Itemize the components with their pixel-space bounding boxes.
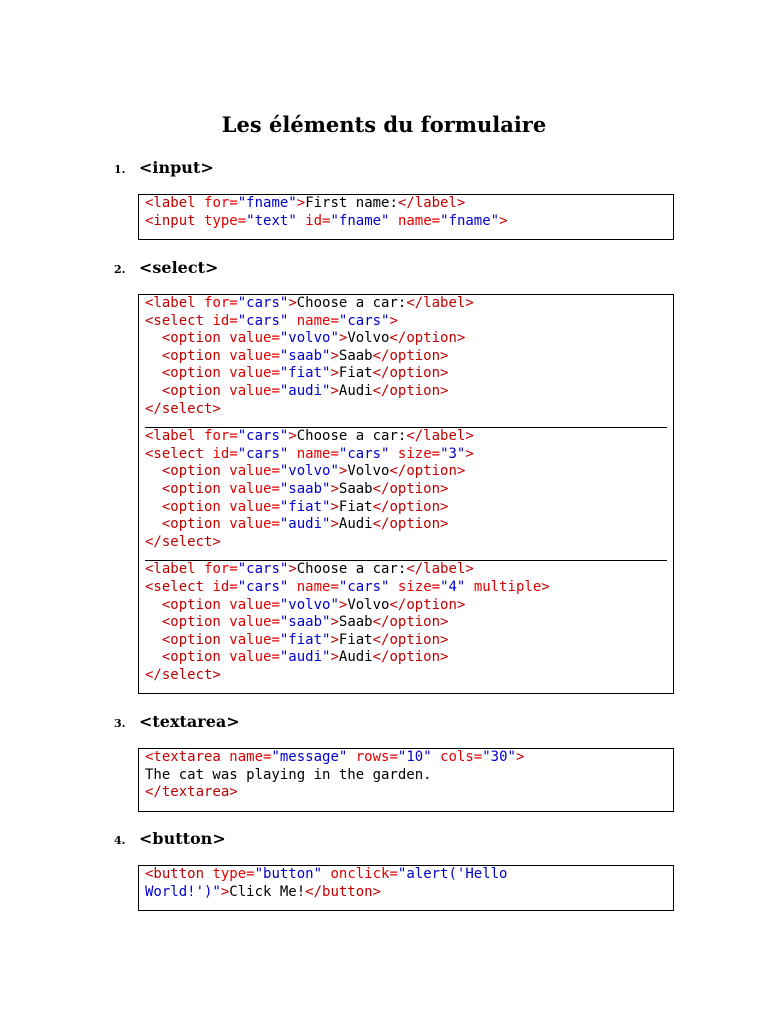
code-token: > (330, 347, 339, 364)
code-token: value= (229, 649, 280, 666)
code-token: type= (204, 212, 247, 229)
code-token: </option> (372, 631, 449, 648)
code-token: Click Me! (229, 883, 306, 900)
code-token: > (288, 428, 297, 445)
code-token: id= (212, 445, 238, 462)
code-line (145, 313, 667, 331)
code-token: <option (161, 463, 230, 480)
code-token: value= (229, 480, 280, 497)
code-token: "fname" (330, 212, 390, 229)
code-box (138, 865, 674, 911)
code-token: </label> (406, 295, 474, 311)
code-line (145, 295, 667, 313)
code-line (145, 667, 667, 685)
code-token: value= (229, 365, 280, 382)
code-token: Saab (338, 347, 373, 364)
code-line (145, 330, 667, 348)
code-token: size= (397, 578, 441, 595)
code-token (145, 516, 162, 532)
code-token: <option (161, 330, 230, 347)
code-token: > (296, 195, 306, 211)
code-token: "audi" (279, 649, 331, 666)
code-token (465, 579, 473, 595)
code-token: > (330, 382, 339, 399)
code-token (288, 313, 296, 329)
code-token: > (465, 445, 474, 462)
code-token: "fiat" (279, 631, 331, 648)
code-token: <label (145, 295, 205, 311)
section-title: <button> (139, 829, 226, 848)
code-line (145, 401, 667, 419)
code-token: id= (305, 212, 331, 229)
code-token: size= (397, 445, 441, 462)
code-token: <option (161, 614, 230, 631)
code-token (145, 614, 162, 630)
code-token: "audi" (279, 382, 331, 399)
code-token: </option> (372, 649, 449, 666)
code-box (138, 294, 674, 694)
code-token: onclick= (330, 866, 398, 882)
code-token: Audi (338, 516, 373, 533)
code-token (389, 579, 397, 595)
code-token: <option (161, 498, 230, 515)
code-line (145, 649, 667, 667)
code-token: "cars" (237, 561, 289, 578)
code-line (145, 534, 667, 552)
code-line (145, 579, 667, 597)
code-token: <button (145, 866, 213, 882)
code-token: cols= (440, 749, 483, 765)
section-title: <input> (139, 158, 214, 177)
code-token: <option (161, 382, 230, 399)
code-token: <select (145, 445, 213, 462)
code-token: rows= (355, 749, 398, 765)
code-token: "alert('Hello (397, 866, 508, 882)
code-token: id= (212, 312, 238, 329)
code-token: value= (229, 614, 280, 631)
code-token: <label (145, 195, 205, 211)
page-title: Les éléments du formulaire (221, 112, 547, 137)
code-token: </select> (145, 400, 221, 417)
code-line (145, 365, 667, 383)
code-token: <select (145, 578, 213, 595)
code-token: for= (204, 195, 238, 211)
code-token: <label (145, 428, 205, 445)
code-token: </button> (305, 883, 382, 900)
code-token: <option (161, 365, 230, 382)
code-token: name= (229, 749, 272, 765)
section-title: <select> (139, 258, 219, 277)
code-token: "saab" (279, 614, 331, 631)
code-token: <option (161, 596, 230, 613)
code-token: > (389, 312, 398, 329)
code-token: Audi (338, 649, 373, 666)
code-token (347, 749, 355, 765)
code-token (145, 597, 162, 613)
code-token: </option> (372, 382, 449, 399)
code-cell (145, 427, 667, 560)
code-line (145, 348, 667, 366)
code-token: </select> (145, 533, 221, 550)
code-token: value= (229, 498, 280, 515)
code-token: > (338, 330, 348, 347)
code-token: <input (145, 212, 205, 229)
code-token: "cars" (338, 445, 390, 462)
code-token: value= (229, 516, 280, 533)
code-token: "cars" (237, 428, 289, 445)
code-token: name= (296, 445, 339, 462)
code-token (145, 463, 162, 479)
code-token: "fname" (440, 212, 500, 229)
code-token: for= (204, 428, 238, 445)
code-token: First name: (305, 195, 398, 211)
code-token: > (330, 649, 339, 666)
code-token: id= (212, 578, 238, 595)
code-token: Fiat (338, 365, 373, 382)
section-heading (114, 258, 218, 280)
code-line (145, 884, 667, 902)
code-token: "volvo" (279, 463, 339, 480)
code-token: </option> (372, 614, 449, 631)
code-line (145, 499, 667, 517)
code-token: > (288, 561, 297, 578)
code-line (145, 784, 667, 802)
code-token: "cars" (338, 312, 390, 329)
code-cell (145, 866, 667, 910)
code-line (145, 516, 667, 534)
code-token: > (541, 578, 550, 595)
code-token: Fiat (338, 631, 373, 648)
code-token: > (330, 498, 339, 515)
code-token (145, 383, 162, 399)
code-token (288, 579, 296, 595)
code-token: multiple (473, 578, 542, 595)
code-token (145, 330, 162, 346)
code-token: Audi (338, 382, 373, 399)
code-token: "10" (397, 749, 432, 765)
code-token: name= (296, 578, 339, 595)
code-line (145, 383, 667, 401)
code-token: "text" (246, 212, 297, 229)
code-token: value= (229, 596, 280, 613)
code-token: <option (161, 649, 230, 666)
code-line (145, 749, 667, 767)
code-token: "message" (271, 749, 348, 765)
code-token: Volvo (347, 596, 390, 613)
code-token (145, 481, 162, 497)
code-token (389, 446, 397, 462)
code-line (145, 428, 667, 446)
code-token: <option (161, 480, 230, 497)
code-line (145, 632, 667, 650)
code-cell (145, 560, 667, 693)
code-cell (145, 295, 667, 427)
section-heading (114, 158, 214, 180)
code-token (297, 213, 305, 229)
code-token: "30" (482, 749, 516, 765)
section-number: 3. (114, 717, 126, 730)
code-line (145, 195, 667, 213)
code-token: "saab" (279, 480, 331, 497)
code-token (432, 749, 440, 765)
code-token: Volvo (347, 463, 390, 480)
code-token: </option> (372, 347, 449, 364)
code-token: Volvo (347, 330, 390, 347)
code-token: for= (204, 561, 238, 578)
code-line (145, 213, 667, 231)
code-token: "saab" (279, 347, 331, 364)
code-token: > (338, 463, 348, 480)
code-line (145, 767, 667, 785)
code-token: <option (161, 631, 230, 648)
code-token: </textarea> (145, 784, 238, 801)
section-number: 1. (114, 163, 126, 176)
code-token: </option> (372, 365, 449, 382)
code-token: type= (212, 866, 255, 882)
code-token: "fiat" (279, 498, 331, 515)
code-token: World!')" (145, 883, 221, 900)
section-title: <textarea> (139, 712, 240, 731)
code-token: </label> (397, 195, 466, 211)
code-token: Choose a car: (296, 295, 407, 311)
code-token (288, 446, 296, 462)
code-token: > (330, 480, 339, 497)
code-token: "fname" (237, 195, 297, 211)
code-token: </option> (389, 463, 466, 480)
code-token: > (330, 614, 339, 631)
code-line (145, 866, 667, 884)
code-token: > (220, 883, 230, 900)
code-token: "volvo" (279, 330, 339, 347)
code-token: </select> (145, 666, 221, 683)
code-token: Choose a car: (296, 561, 407, 578)
code-token: > (288, 295, 297, 311)
code-token (145, 365, 162, 381)
section-heading (114, 712, 240, 734)
code-token: value= (229, 382, 280, 399)
code-token: > (515, 749, 525, 765)
code-token: "cars" (237, 578, 289, 595)
code-token (145, 649, 162, 665)
code-token: "cars" (237, 295, 289, 311)
code-token: "button" (254, 866, 323, 882)
code-token (145, 632, 162, 648)
code-token: Saab (338, 614, 373, 631)
code-token: The cat was playing in the garden. (145, 766, 432, 783)
code-token: value= (229, 631, 280, 648)
code-box (138, 194, 674, 240)
code-token: > (499, 212, 508, 229)
code-token: </option> (389, 330, 466, 347)
code-token: for= (204, 295, 238, 311)
code-cell (145, 195, 667, 239)
code-token: value= (229, 463, 280, 480)
code-token: <option (161, 516, 230, 533)
code-token: <label (145, 561, 205, 578)
code-token: "audi" (279, 516, 331, 533)
code-token: </label> (406, 561, 474, 578)
code-line (145, 481, 667, 499)
code-token: <option (161, 347, 230, 364)
code-token: <textarea (145, 749, 230, 765)
code-token: Fiat (338, 498, 373, 515)
code-token: > (330, 365, 339, 382)
code-token (145, 348, 162, 364)
code-line (145, 561, 667, 579)
code-box (138, 748, 674, 812)
code-token (390, 213, 398, 229)
section-number: 4. (114, 834, 126, 847)
code-token: name= (397, 212, 441, 229)
code-token: > (338, 596, 348, 613)
code-token: > (330, 516, 339, 533)
code-token: value= (229, 347, 280, 364)
code-line (145, 614, 667, 632)
code-line (145, 597, 667, 615)
code-token: Choose a car: (296, 428, 407, 445)
section-heading (114, 829, 226, 851)
code-token: "4" (440, 578, 466, 595)
code-token: <select (145, 312, 213, 329)
code-token: value= (229, 330, 280, 347)
code-line (145, 463, 667, 481)
code-token: </option> (372, 480, 449, 497)
code-line (145, 446, 667, 464)
code-token: </label> (406, 428, 474, 445)
section-number: 2. (114, 263, 126, 276)
code-token: </option> (372, 498, 449, 515)
code-token: "volvo" (279, 596, 339, 613)
code-token: </option> (389, 596, 466, 613)
code-token: "cars" (237, 312, 289, 329)
code-token: > (330, 631, 339, 648)
code-token (145, 499, 162, 515)
code-token: </option> (372, 516, 449, 533)
code-token: "3" (440, 445, 466, 462)
code-token: Saab (338, 480, 373, 497)
code-token: name= (296, 312, 339, 329)
code-token: "fiat" (279, 365, 331, 382)
code-cell (145, 749, 667, 811)
code-token: "cars" (338, 578, 390, 595)
code-token: "cars" (237, 445, 289, 462)
